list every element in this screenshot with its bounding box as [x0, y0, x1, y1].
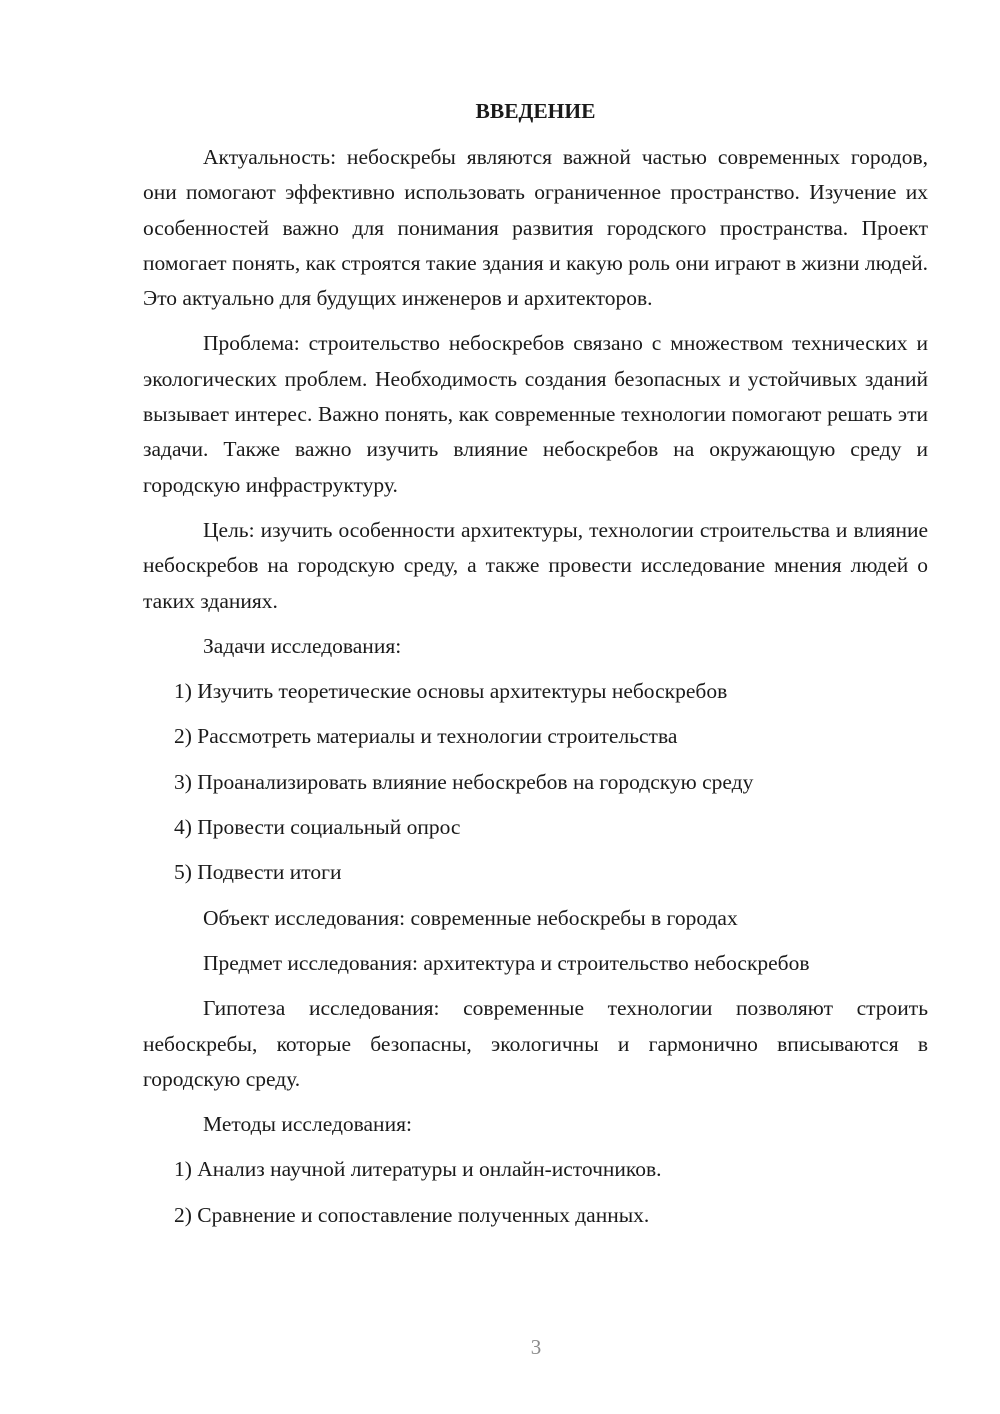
method-item: 1) Анализ научной литературы и онлайн-источников.	[174, 1157, 662, 1182]
problem-paragraph: Проблема: строительство небоскребов связано с множеством технических и экологических проблем. Необходимость создания безопасных и устойчивых зданий вызывает интерес. Важно понять, как современные технологии помогают решать эти задачи. Также важно изучить влияние небоскребов на окружающую среду и городскую инфраструктуру.	[143, 331, 928, 497]
method-item: 2) Сравнение и сопоставление полученных данных.	[174, 1202, 650, 1227]
goal-paragraph: Цель: изучить особенности архитектуры, технологии строительства и влияние небоскребов на городскую среду, а также провести исследование мнения людей о таких зданиях.	[143, 517, 928, 613]
document-page	[143, 94, 928, 1243]
task-item: 3) Проанализировать влияние небоскребов на городскую среду	[174, 769, 754, 794]
object-line: Объект исследования: современные небоскребы в городах	[203, 905, 738, 930]
methods-heading: Методы исследования:	[203, 1112, 412, 1137]
task-item: 1) Изучить теоретические основы архитектуры небоскребов	[174, 679, 728, 704]
subject-line: Предмет исследования: архитектура и строительство небоскребов	[203, 950, 810, 975]
task-item: 5) Подвести итоги	[174, 860, 342, 885]
tasks-heading: Задачи исследования:	[203, 633, 402, 658]
task-item: 4) Провести социальный опрос	[174, 815, 461, 840]
relevance-paragraph: Актуальность: небоскребы являются важной частью современных городов, они помогают эффективно использовать ограниченное пространство. Изучение их особенностей важно для понимания развития городского пространства. Проект помогает понять, как строятся такие здания и какую роль они играют в жизни людей. Это актуально для будущих инженеров и архитекторов.	[143, 145, 928, 311]
task-item: 2) Рассмотреть материалы и технологии строительства	[174, 724, 678, 749]
section-title: ВВЕДЕНИЕ	[475, 99, 596, 123]
hypothesis-paragraph: Гипотеза исследования: современные технологии позволяют строить небоскребы, которые безопасны, экологичны и гармонично вписываются в городскую среду.	[143, 996, 928, 1091]
page-number: 3	[530, 1335, 542, 1359]
